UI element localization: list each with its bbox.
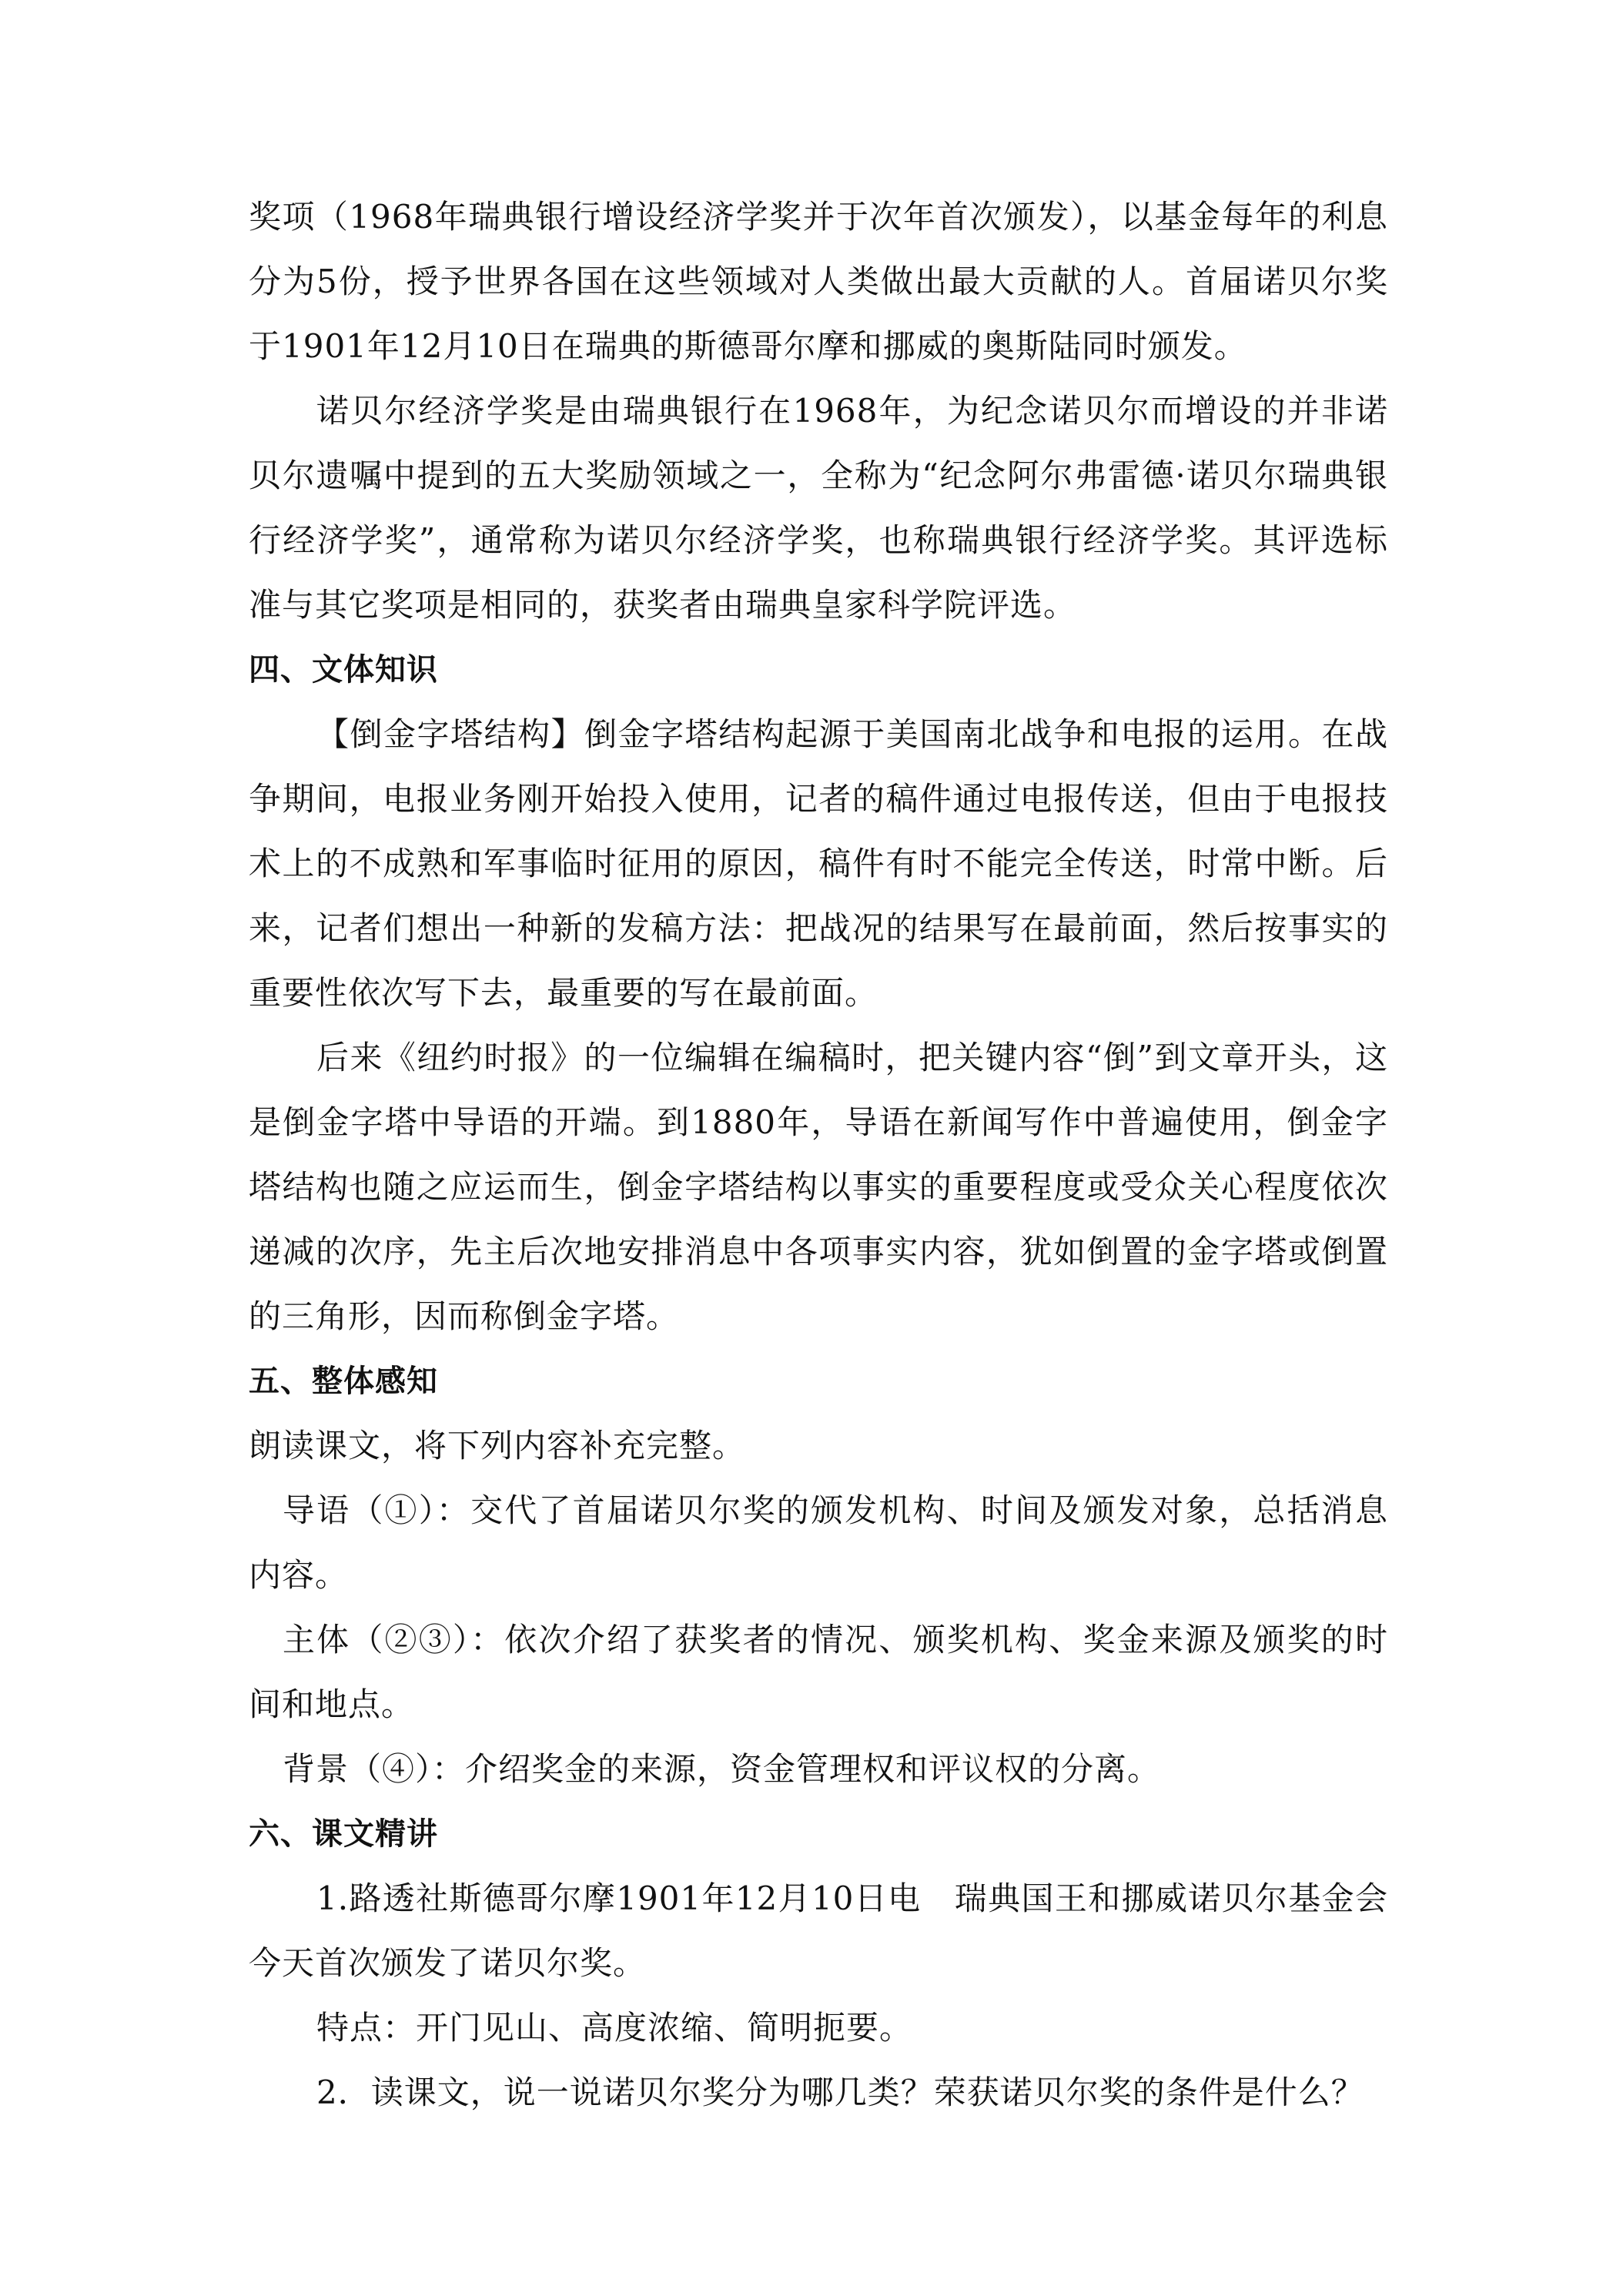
section-heading-text-explanation: 六、课文精讲	[249, 1816, 438, 1852]
section-heading-overall-perception: 五、整体感知	[249, 1364, 438, 1399]
paragraph-inverted-pyramid-development: 后来《纽约时报》的一位编辑在编稿时，把关键内容“倒”到文章开头，这是倒金字塔中导语的开端。到1880年，导语在新闻写作中普遍使用，倒金字塔结构也随之应运而生，倒金字塔结构以事实的重要程度或受众关心程度依次递减的次序，先主后次地安排消息中各项事实内容，犹如倒置的金字塔或倒置的三角形，因而称倒金字塔。	[249, 1039, 1388, 1335]
paragraph-prize-history: 奖项（1968年瑞典银行增设经济学奖并于次年首次颁发），以基金每年的利息分为5份，授予世界各国在这些领域对人类做出最大贡献的人。首届诺贝尔奖于1901年12月10日在瑞典的斯德哥尔摩和挪威的奥斯陆同时颁发。	[249, 198, 1388, 365]
paragraph-news-lead-example: 1.路透社斯德哥尔摩1901年12月10日电 瑞典国王和挪威诺贝尔基金会今天首次颁发了诺贝尔奖。	[249, 1879, 1388, 1982]
section-heading-genre-knowledge: 四、文体知识	[249, 652, 438, 688]
paragraph-economics-prize: 诺贝尔经济学奖是由瑞典银行在1968年，为纪念诺贝尔而增设的并非诺贝尔遗嘱中提到的五大奖励领域之一，全称为“纪念阿尔弗雷德·诺贝尔瑞典银行经济学奖”，通常称为诺贝尔经济学奖，也称瑞典银行经济学奖。其评选标准与其它奖项是相同的，获奖者由瑞典皇家科学院评选。	[249, 392, 1388, 624]
paragraph-question: 2．读课文，说一说诺贝尔奖分为哪几类？荣获诺贝尔奖的条件是什么？	[316, 2073, 1364, 2111]
paragraph-inverted-pyramid-origin: 【倒金字塔结构】倒金字塔结构起源于美国南北战争和电报的运用。在战争期间，电报业务刚开始投入使用，记者的稿件通过电报传送，但由于电报技术上的不成熟和军事临时征用的原因，稿件有时不能完全传送，时常中断。后来，记者们想出一种新的发稿方法：把战况的结果写在最前面，然后按事实的重要性依次写下去，最重要的写在最前面。	[249, 715, 1388, 1012]
paragraph-background: 背景（④）：介绍奖金的来源，资金管理权和评议权的分离。	[283, 1750, 1161, 1788]
paragraph-lead: 导语（①）：交代了首届诺贝尔奖的颁发机构、时间及颁发对象，总括消息内容。	[249, 1491, 1388, 1594]
paragraph-reading-instruction: 朗读课文，将下列内容补充完整。	[249, 1427, 746, 1464]
paragraph-features: 特点：开门见山、高度浓缩、简明扼要。	[316, 2009, 913, 2047]
document-page	[249, 185, 1388, 2125]
paragraph-body: 主体（②③）：依次介绍了获奖者的情况、颁奖机构、奖金来源及颁奖的时间和地点。	[249, 1621, 1388, 1723]
